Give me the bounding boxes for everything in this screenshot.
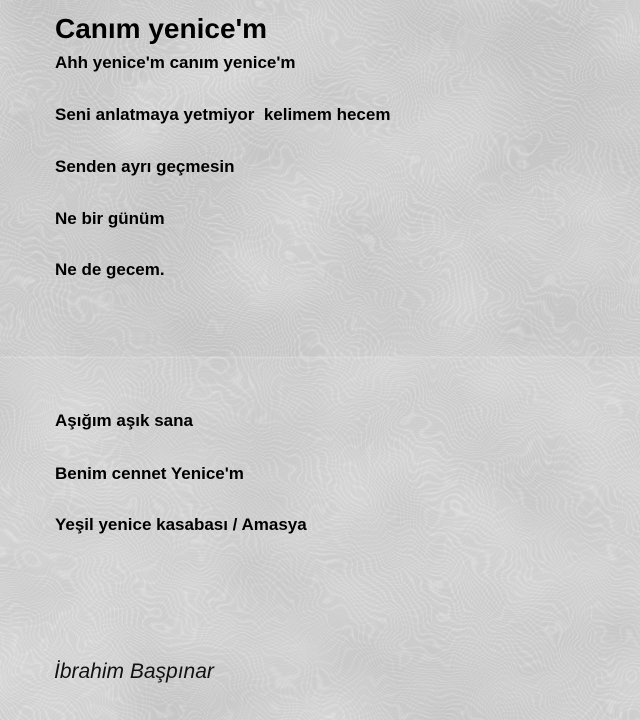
poem-line: Aşığım aşık sana [55, 411, 193, 430]
poem-author: İbrahim Başpınar [54, 660, 214, 683]
poem-line: Ne de gecem. [55, 260, 165, 279]
poem-line: Seni anlatmaya yetmiyor kelimem hecem [55, 105, 391, 124]
poem-line: Ahh yenice'm canım yenice'm [55, 53, 296, 72]
poem-title: Canım yenice'm [55, 13, 268, 44]
poem-line: Senden ayrı geçmesin [55, 157, 235, 176]
poem-line: Ne bir günüm [55, 209, 165, 228]
poem-line: Benim cennet Yenice'm [55, 464, 244, 483]
poem-line: Yeşil yenice kasabası / Amasya [55, 515, 307, 534]
